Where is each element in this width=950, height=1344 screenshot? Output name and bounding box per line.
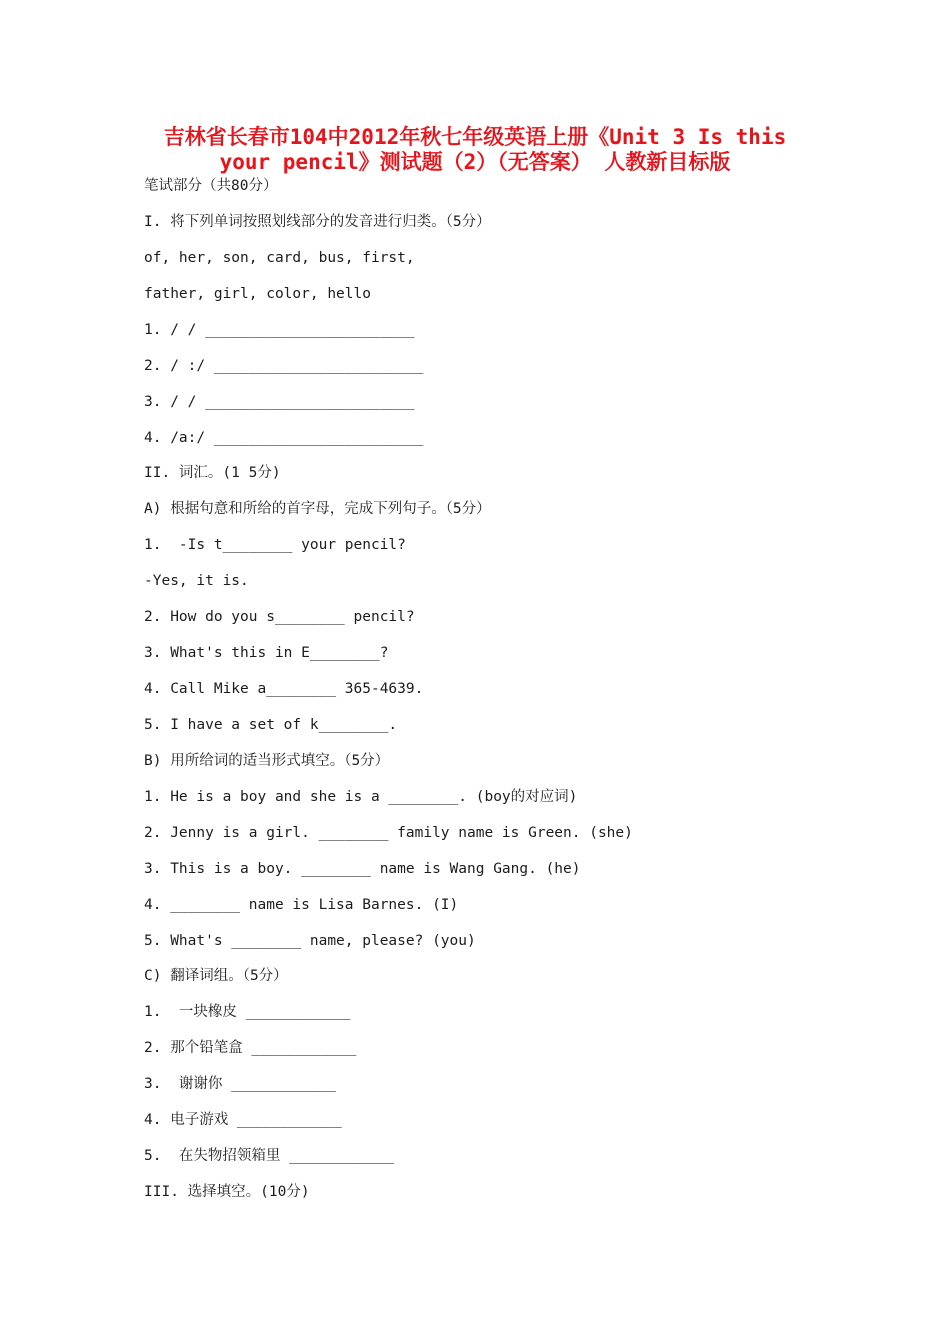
subsection-heading-a: A) 根据句意和所给的首字母，完成下列句子。（5分） — [144, 501, 491, 517]
document-title-line-1: 吉林省长春市104中2012年秋七年级英语上册《Unit 3 Is this — [163, 125, 787, 149]
word-list-line-1: of, her, son, card, bus, first, — [144, 250, 415, 266]
question-c4: 4. 电子游戏 ____________ — [144, 1112, 342, 1128]
question-b3: 3. This is a boy. ________ name is Wang Gang. (he) — [144, 861, 581, 877]
subsection-heading-c: C) 翻译词组。（5分） — [144, 968, 288, 984]
question-a1-reply: -Yes, it is. — [144, 573, 249, 589]
question-b4: 4. ________ name is Lisa Barnes. (I) — [144, 897, 459, 913]
phonetic-item-2: 2. / :/ ________________________ — [144, 358, 424, 374]
question-a3: 3. What's this in E________? — [144, 645, 389, 661]
section-heading-multiple-choice: III. 选择填空。(10分) — [144, 1184, 310, 1200]
question-a5: 5. I have a set of k________. — [144, 717, 398, 733]
question-b5: 5. What's ________ name, please? (you) — [144, 933, 476, 949]
word-list-line-2: father, girl, color, hello — [144, 286, 371, 302]
question-c3: 3. 谢谢你 ____________ — [144, 1076, 336, 1092]
phonetic-item-3: 3. / / ________________________ — [144, 394, 415, 410]
subsection-heading-b: B) 用所给词的适当形式填空。（5分） — [144, 753, 390, 769]
question-a2: 2. How do you s________ pencil? — [144, 609, 415, 625]
question-c1: 1. 一块橡皮 ____________ — [144, 1004, 351, 1020]
section-heading-phonetics: I. 将下列单词按照划线部分的发音进行归类。（5分） — [144, 214, 491, 230]
question-c2: 2. 那个铅笔盒 ____________ — [144, 1040, 357, 1056]
question-c5: 5. 在失物招领箱里 ____________ — [144, 1148, 394, 1164]
section-heading-written-part: 笔试部分（共80分） — [144, 178, 278, 194]
question-b1: 1. He is a boy and she is a ________. (boy的对应词) — [144, 789, 578, 805]
phonetic-item-4: 4. /a:/ ________________________ — [144, 430, 424, 446]
document-title-line-2: your pencil》测试题（2）（无答案） 人教新目标版 — [219, 150, 731, 174]
section-heading-vocabulary: II. 词汇。(1 5分) — [144, 465, 281, 481]
phonetic-item-1: 1. / / ________________________ — [144, 322, 415, 338]
question-a4: 4. Call Mike a________ 365-4639. — [144, 681, 424, 697]
question-b2: 2. Jenny is a girl. ________ family name is Green. (she) — [144, 825, 633, 841]
question-a1: 1. -Is t________ your pencil? — [144, 537, 406, 553]
